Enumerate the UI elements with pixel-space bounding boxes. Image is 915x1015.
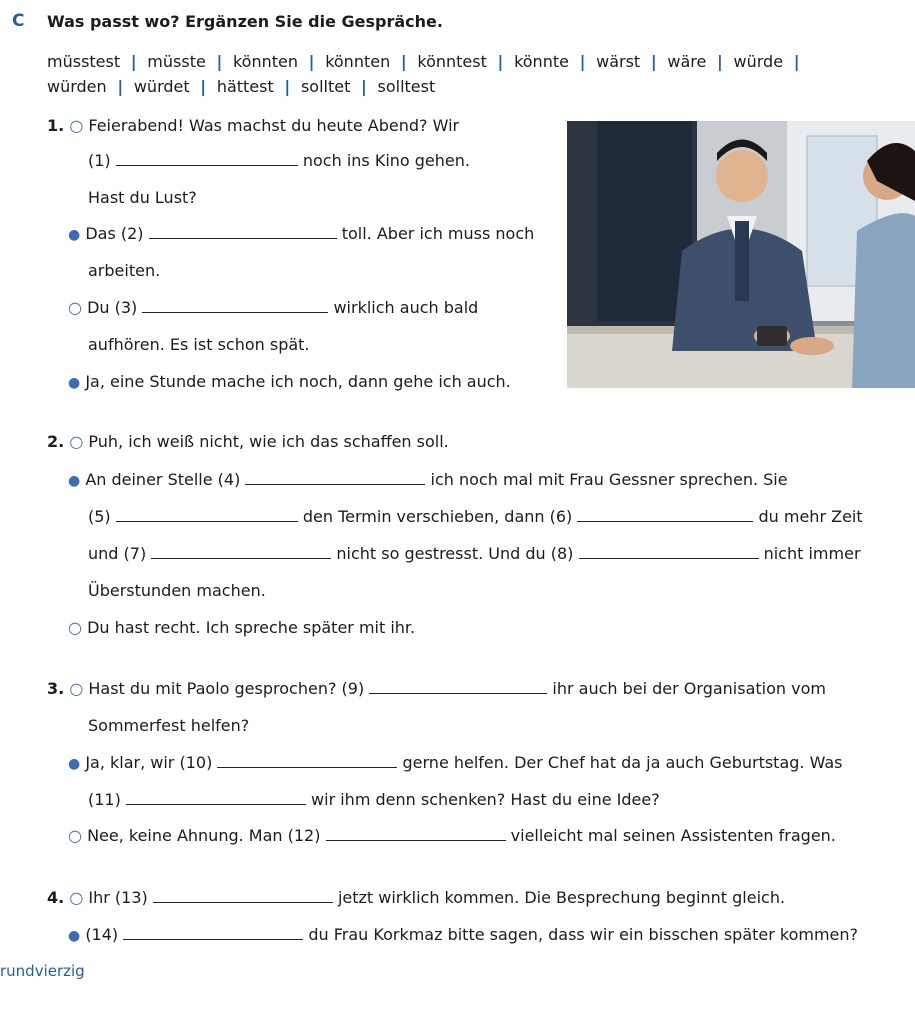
dialogue-text: Ja, eine Stunde mache ich noch, dann gehe ich auch. [85, 372, 511, 391]
word-chip: könnten [232, 52, 299, 71]
gap-2-input[interactable] [149, 224, 337, 239]
gap-5-input[interactable] [116, 507, 298, 522]
dialogue-2-line-1: 2. ○ Puh, ich weiß nicht, wie ich das schaffen soll. [47, 432, 449, 451]
gap-3-input[interactable] [142, 298, 328, 313]
word-chip: müsste [147, 52, 206, 71]
dialogue-number: 4. [47, 888, 65, 907]
dialogue-text: Feierabend! Was machst du heute Abend? Wir [88, 116, 460, 135]
dialogue-text: Nee, keine Ahnung. Man (12) [87, 826, 321, 845]
dialogue-2-line-6: ○ Du hast recht. Ich spreche später mit ihr. [68, 618, 416, 637]
gap-label: (5) [88, 507, 111, 526]
dialogue-text: ich noch mal mit Frau Gessner sprechen. Sie [430, 470, 788, 489]
dialogue-text: gerne helfen. Der Chef hat da ja auch Geburtstag. Was [402, 753, 843, 772]
dialogue-2-line-2: ● An deiner Stelle (4) ich noch mal mit Frau Gessner sprechen. Sie [68, 470, 788, 489]
gap-13-input[interactable] [153, 888, 333, 903]
dialogue-text: Hast du mit Paolo gesprochen? (9) [88, 679, 365, 698]
dialogue-text: wirklich auch bald [333, 298, 479, 317]
gap-9-input[interactable] [369, 679, 547, 694]
gap-1-input[interactable] [116, 151, 298, 166]
gap-label: (11) [88, 790, 121, 809]
word-chip: hättest [216, 77, 274, 96]
gap-label: und (7) [88, 544, 147, 563]
dialogue-3-line-3: ● Ja, klar, wir (10) gerne helfen. Der Chef hat da ja auch Geburtstag. Was [68, 753, 843, 772]
word-bank-line-2: würden | würdet | hättest | solltet | solltest [47, 77, 436, 96]
dialogue-text: nicht immer [763, 544, 861, 563]
dialogue-text: Puh, ich weiß nicht, wie ich das schaffen soll. [88, 432, 449, 451]
section-letter: C [12, 11, 25, 31]
gap-6-input[interactable] [577, 507, 753, 522]
dialogue-text: ihr auch bei der Organisation vom [552, 679, 826, 698]
dialogue-1-line-7: aufhören. Es ist schon spät. [88, 335, 310, 354]
dialogue-text: Ihr (13) [88, 888, 148, 907]
dialogue-number: 1. [47, 116, 65, 135]
dialogue-text: wir ihm denn schenken? Hast du eine Idee? [311, 790, 660, 809]
gap-7-input[interactable] [151, 544, 331, 559]
dialogue-4-line-2: ● (14) du Frau Korkmaz bitte sagen, dass wir ein bisschen später kommen? [68, 925, 859, 944]
dialogue-2-line-4 [88, 544, 861, 563]
dialogue-text: jetzt wirklich kommen. Die Besprechung beginnt gleich. [337, 888, 786, 907]
dialogue-text: Du hast recht. Ich spreche später mit ihr. [87, 618, 416, 637]
dialogue-1-line-1: 1. ○ Feierabend! Was machst du heute Abend? Wir [47, 116, 460, 135]
gap-12-input[interactable] [326, 826, 506, 841]
gap-label: Das (2) [85, 224, 144, 243]
dialogue-text: du mehr Zeit [758, 507, 863, 526]
dialogue-1-line-8: ● Ja, eine Stunde mache ich noch, dann gehe ich auch. [68, 372, 511, 391]
word-chip: würdet [133, 77, 190, 96]
word-chip: solltet [300, 77, 351, 96]
word-chip: wäre [667, 52, 707, 71]
word-chip: könntest [417, 52, 487, 71]
dialogue-number: 2. [47, 432, 65, 451]
word-chip: wärst [596, 52, 641, 71]
dialogue-1-line-5: arbeiten. [88, 261, 161, 280]
dialogue-1-line-6: ○ Du (3) wirklich auch bald [68, 298, 479, 317]
gap-4-input[interactable] [245, 470, 425, 485]
gap-14-input[interactable] [123, 925, 303, 940]
dialogue-text: den Termin verschieben, dann (6) [302, 507, 573, 526]
dialogue-number: 3. [47, 679, 65, 698]
gap-10-input[interactable] [217, 753, 397, 768]
dialogue-3-line-5: ○ Nee, keine Ahnung. Man (12) vielleicht mal seinen Assistenten fragen. [68, 826, 836, 845]
dialogue-text: nicht so gestresst. Und du (8) [336, 544, 574, 563]
word-chip: könnten [325, 52, 391, 71]
word-chip: könnte [514, 52, 569, 71]
dialogue-4-line-1: 4. ○ Ihr (13) jetzt wirklich kommen. Die Besprechung beginnt gleich. [47, 888, 786, 907]
dialogue-2-line-3 [88, 507, 863, 526]
dialogue-text: vielleicht mal seinen Assistenten fragen. [510, 826, 836, 845]
dialogue-3-line-1: 3. ○ Hast du mit Paolo gesprochen? (9) ihr auch bei der Organisation vom [47, 679, 826, 698]
dialogue-text: noch ins Kino gehen. [302, 151, 470, 170]
gap-label: (1) [88, 151, 111, 170]
page-number-word: rundvierzig [0, 962, 85, 980]
gap-label: Du (3) [87, 298, 138, 317]
dialogue-1-line-2 [88, 151, 470, 170]
dialogue-text: du Frau Korkmaz bitte sagen, dass wir ein bisschen später kommen? [308, 925, 859, 944]
gap-label: (14) [85, 925, 119, 944]
word-chip: solltest [377, 77, 436, 96]
word-chip: müsstest [47, 52, 121, 71]
dialogue-3-line-2: Sommerfest helfen? [88, 716, 250, 735]
word-chip: würden [47, 77, 107, 96]
word-bank-line-1: müsstest | müsste | könnten | könnten | könntest | könnte | wärst | wäre | würde | [47, 52, 800, 71]
office-photo [567, 121, 915, 388]
dialogue-text: toll. Aber ich muss noch [341, 224, 535, 243]
dialogue-1-line-3: Hast du Lust? [88, 188, 197, 207]
gap-11-input[interactable] [126, 790, 306, 805]
gap-label: An deiner Stelle (4) [85, 470, 241, 489]
exercise-title: Was passt wo? Ergänzen Sie die Gespräche. [47, 12, 443, 31]
dialogue-2-line-5: Überstunden machen. [88, 581, 266, 600]
gap-label: Ja, klar, wir (10) [85, 753, 213, 772]
word-chip: würde [733, 52, 784, 71]
gap-8-input[interactable] [579, 544, 759, 559]
dialogue-3-line-4 [88, 790, 660, 809]
dialogue-1-line-4: ● Das (2) toll. Aber ich muss noch [68, 224, 535, 243]
